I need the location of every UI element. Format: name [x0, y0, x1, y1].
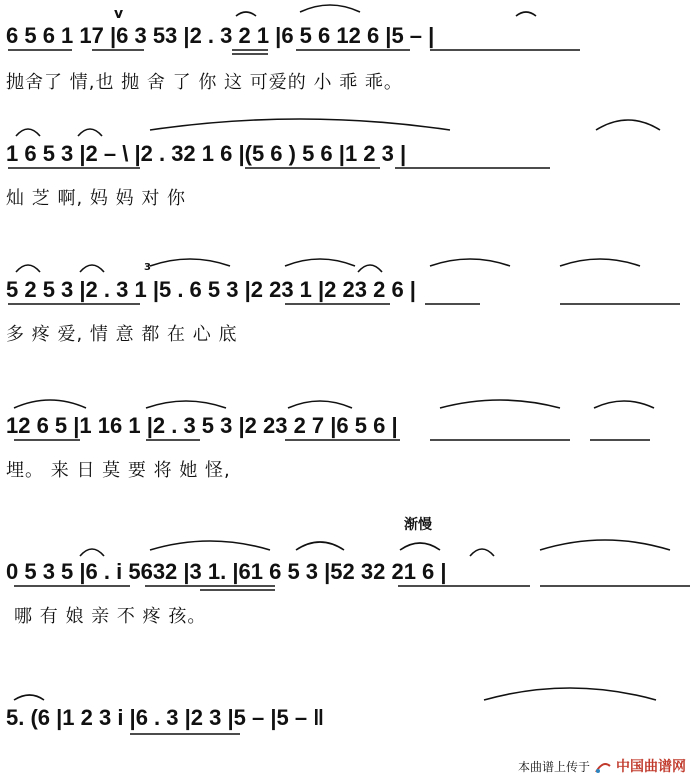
slur — [300, 5, 360, 12]
slur — [560, 259, 640, 266]
slur — [150, 119, 450, 130]
slur — [430, 259, 510, 266]
slur — [296, 542, 344, 550]
slur — [14, 695, 44, 700]
notation-row-1: 6 5 6 1 17 |6 3 53 |2 . 3 2 1 |6 5 6 12 6 |5 – | — [6, 23, 435, 48]
slur — [288, 401, 352, 408]
slur — [358, 265, 382, 272]
footer-watermark — [518, 754, 686, 778]
footer-note: 本曲谱上传于 — [517, 759, 590, 774]
slur — [16, 129, 40, 136]
slur — [516, 12, 536, 16]
slur — [400, 543, 440, 550]
slur — [596, 120, 660, 130]
notation-row-3: 5 2 5 3 |2 . 3 1 |5 . 6 5 3 |2 23 1 |2 23 2 6 | — [6, 277, 416, 302]
lyrics-row-1: 抛舍了 情,也 抛 舍 了 你 这 可爱的 小 乖 乖。 — [6, 72, 403, 93]
slur — [16, 265, 40, 272]
notation-row-4: 12 6 5 |1 16 1 |2 . 3 5 3 |2 23 2 7 |6 5 6 | — [6, 413, 398, 438]
slur — [440, 400, 560, 408]
notation-row-2: 1 6 5 3 |2 – \ |2 . 32 1 6 |(5 6 ) 5 6 |1 2 3 | — [6, 141, 407, 166]
lyrics-row-5: 哪 有 娘 亲 不 疼 孩。 — [14, 606, 207, 627]
lyrics-row-2: 灿 芝 啊, 妈 妈 对 你 — [6, 188, 187, 209]
music-site-logo-icon — [594, 759, 612, 773]
slur — [150, 541, 270, 550]
slur — [14, 400, 86, 408]
slur — [540, 540, 670, 550]
slur — [78, 129, 102, 136]
slur — [484, 688, 656, 700]
slur — [80, 265, 104, 272]
slur — [285, 259, 355, 266]
slur — [146, 401, 226, 408]
slur — [150, 259, 230, 266]
lyrics-row-3: 多 疼 爱, 情 意 都 在 心 底 — [6, 324, 238, 345]
breath-mark: v — [114, 6, 124, 22]
slur — [236, 12, 256, 16]
slur — [594, 401, 654, 408]
lyrics-row-4: 埋。 来 日 莫 要 将 她 怪, — [6, 460, 231, 481]
footer-logo: 中国曲谱网 — [616, 759, 686, 775]
tempo-mark: 渐慢 — [404, 517, 432, 533]
triplet-mark: 3 — [144, 262, 151, 273]
slur — [470, 549, 494, 556]
notation-row-5: 0 5 3 5 |6 . i 5632 |3 1. |61 6 5 3 |52 32 21 6 | — [6, 559, 447, 584]
slur — [80, 549, 104, 556]
notation-row-6: 5. (6 |1 2 3 i |6 . 3 |2 3 |5 – |5 – ‖ — [6, 705, 325, 730]
